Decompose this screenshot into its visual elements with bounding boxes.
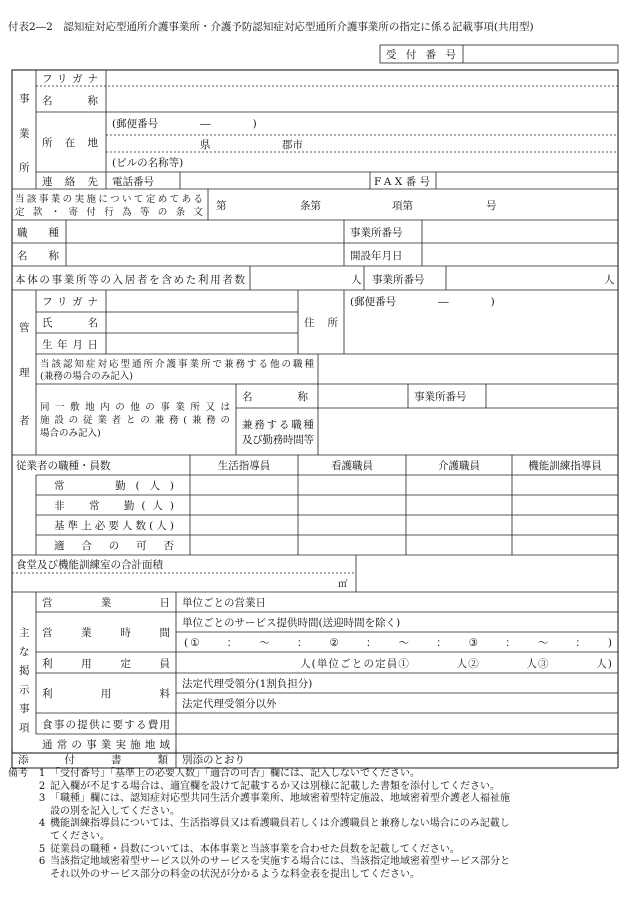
service-area-label: 通常の事業実施地域	[42, 739, 170, 751]
manager-birth-label: 生年月日	[42, 339, 98, 351]
type-label: 職 種	[17, 227, 59, 239]
note-number: 1	[38, 768, 46, 779]
note-number: 5	[38, 843, 46, 855]
manager-other-label-3: 場合のみ記入)	[40, 428, 101, 439]
note-text: 「職種」欄には、認知症対応型共同生活介護事業所、地域密着型特定施設、地域密着型介護老人福祉施	[50, 793, 510, 805]
manager-name-label: 氏 名	[42, 317, 98, 329]
capacity-text: 人(単位ごとの定員① 人② 人③ 人)	[300, 658, 612, 670]
note-text: 記入欄が不足する場合は、適宜欄を設けて記載するか又は別様に記載した書類を添付してください。	[50, 780, 500, 792]
form-title: 付表2―2 認知症対応型通所介護事業所・介護予防認知症対応型通所介護事業所の指定に係る記載事項(共用型)	[8, 21, 534, 33]
capacity-label: 利 用 定 員	[42, 658, 170, 670]
note-text: 従業員の職種・員数については、本体事業と当該事業を合わせた員数を記載してください。	[50, 843, 460, 855]
business-fax-label: FAX番号	[374, 176, 430, 188]
business-postal: (郵便番号 ― )	[112, 118, 257, 130]
manager-other-label-2: 施設の従業者との兼務(兼務の	[40, 415, 230, 426]
main-side-5: 事	[19, 703, 30, 715]
articles-label-1: 当該事業の実施について定めてある	[15, 194, 203, 205]
open-date-label: 開設年月日	[350, 250, 403, 262]
note-item	[8, 844, 624, 857]
business-phone-label: 電話番号	[112, 176, 154, 188]
area-label: 食堂及び機能訓練室の合計面積	[16, 559, 163, 571]
manager-job-label-2: 及び勤務時間等	[242, 434, 314, 446]
main-side-1: 主	[19, 627, 30, 639]
staff-row-required: 基準上必要人数(人)	[54, 520, 174, 532]
business-side-3: 所	[19, 162, 30, 174]
main-side-3: 掲	[19, 665, 30, 677]
main-side-2: な	[19, 646, 30, 658]
business-pref: 県	[200, 139, 211, 151]
name-label: 名 称	[17, 250, 59, 262]
main-side-4: 示	[19, 684, 30, 696]
note-continuation: 設の別を記入してください。	[50, 805, 180, 817]
staff-col-nursing: 看護職員	[331, 460, 373, 472]
attachments-label-visible: 添 付 書 類	[18, 754, 168, 766]
manager-name-field-label: 名 称	[242, 391, 308, 403]
articles-gou: 号	[486, 200, 497, 212]
articles-label-2: 定款・寄付行為等の条文	[15, 207, 203, 218]
staff-col-care: 介護職員	[438, 460, 480, 472]
note-text: 当該指定地域密着型サービス以外のサービスを実施する場合には、当該指定地域密着型サービス部分と	[50, 856, 510, 868]
business-days-label: 営 業 日	[42, 597, 170, 609]
manager-address-label: 住 所	[304, 317, 338, 329]
note-number: 3	[38, 793, 46, 805]
business-city: 郡市	[282, 139, 303, 151]
manager-side-3: 者	[19, 415, 30, 427]
users-office-number-label: 事業所番号	[372, 274, 425, 286]
business-hours-label: 営業時間	[42, 627, 170, 639]
main-side-6: 項	[19, 722, 30, 734]
receipt-number-label: 受付番号	[386, 49, 456, 61]
business-contact-label: 連絡先	[42, 176, 98, 188]
note-number: 4	[38, 818, 46, 830]
staff-row-fulltime: 常 勤(人)	[54, 480, 174, 492]
note-item	[8, 781, 624, 794]
business-side-2: 業	[19, 128, 30, 140]
attachments-value: 別添のとおり	[182, 754, 245, 766]
note-continuation: それ以外のサービス部分の料金の状況が分かるような料金表を提出してください。	[50, 868, 420, 880]
staff-row-compliance: 適 合 の 可 否	[54, 540, 174, 552]
fee-label: 利 用 料	[42, 688, 170, 700]
note-number: 2	[38, 780, 46, 792]
note-text: 「受付番号」「基準上の必要人数」「適合の可否」欄には、記入しないでください。	[50, 768, 420, 779]
meal-cost-label: 食事の提供に要する費用	[42, 719, 170, 731]
manager-postal: (郵便番号 ― )	[350, 296, 495, 308]
note-item	[8, 856, 624, 869]
note-item	[8, 768, 624, 781]
unit-days-label: 単位ごとの営業日	[182, 597, 266, 609]
attachments-row	[0, 749, 630, 769]
manager-office-number-label: 事業所番号	[414, 391, 467, 403]
articles-jou: 条第	[300, 200, 321, 212]
note-text: 機能訓練指導員については、生活指導員又は看護職員若しくは介護職員と兼務しない場合にのみ記載し	[50, 818, 510, 830]
note-number: 6	[38, 856, 46, 868]
staff-col-life-guidance: 生活指導員	[217, 460, 271, 472]
note-item	[8, 793, 624, 806]
users-office-unit: 人	[604, 274, 615, 286]
staff-row-parttime: 非 常 勤(人)	[54, 500, 174, 512]
users-unit: 人	[351, 274, 362, 286]
manager-dual-label-1: 当該認知症対応型通所介護事業所で兼務する他の職種	[40, 359, 314, 370]
users-label: 本体の事業所等の入居者を含めた利用者数	[15, 274, 245, 286]
manager-job-label-1: 兼務する職種	[242, 419, 314, 431]
manager-side-2: 理	[19, 367, 30, 379]
business-side-1: 事	[19, 93, 30, 105]
articles-dai: 第	[216, 200, 227, 212]
fee-other: 法定代理受領分以外	[182, 698, 277, 710]
manager-other-label-1: 同一敷地内の他の事業所又は	[40, 402, 230, 413]
manager-dual-label-2: (兼務の場合のみ記入)	[40, 371, 133, 382]
notes-label: 備考	[8, 768, 28, 779]
fee-legal-proxy: 法定代理受領分(1割負担分)	[182, 678, 313, 690]
business-furigana-label: フリガナ	[42, 73, 98, 85]
articles-kou: 項第	[392, 200, 413, 212]
manager-furigana-label: フリガナ	[42, 296, 98, 308]
notes-section	[8, 768, 624, 881]
note-continuation: てください。	[50, 830, 110, 842]
service-time-label: 単位ごとのサービス提供時間(送迎時間を除く)	[182, 617, 401, 629]
business-building: (ビルの名称等)	[112, 157, 184, 169]
office-number-label: 事業所番号	[350, 227, 403, 239]
area-unit: ㎡	[338, 579, 348, 590]
staff-header: 従業者の職種・員数	[16, 460, 111, 472]
note-item	[8, 818, 624, 831]
staff-col-rehab: 機能訓練指導員	[528, 460, 602, 472]
business-name-label: 名 称	[42, 95, 98, 107]
business-address-label: 所在地	[42, 137, 98, 149]
service-time-row: (① ： ～ ： ② ： ～ ： ③ ： ～ ： )	[184, 637, 612, 649]
manager-side-1: 管	[19, 322, 30, 334]
